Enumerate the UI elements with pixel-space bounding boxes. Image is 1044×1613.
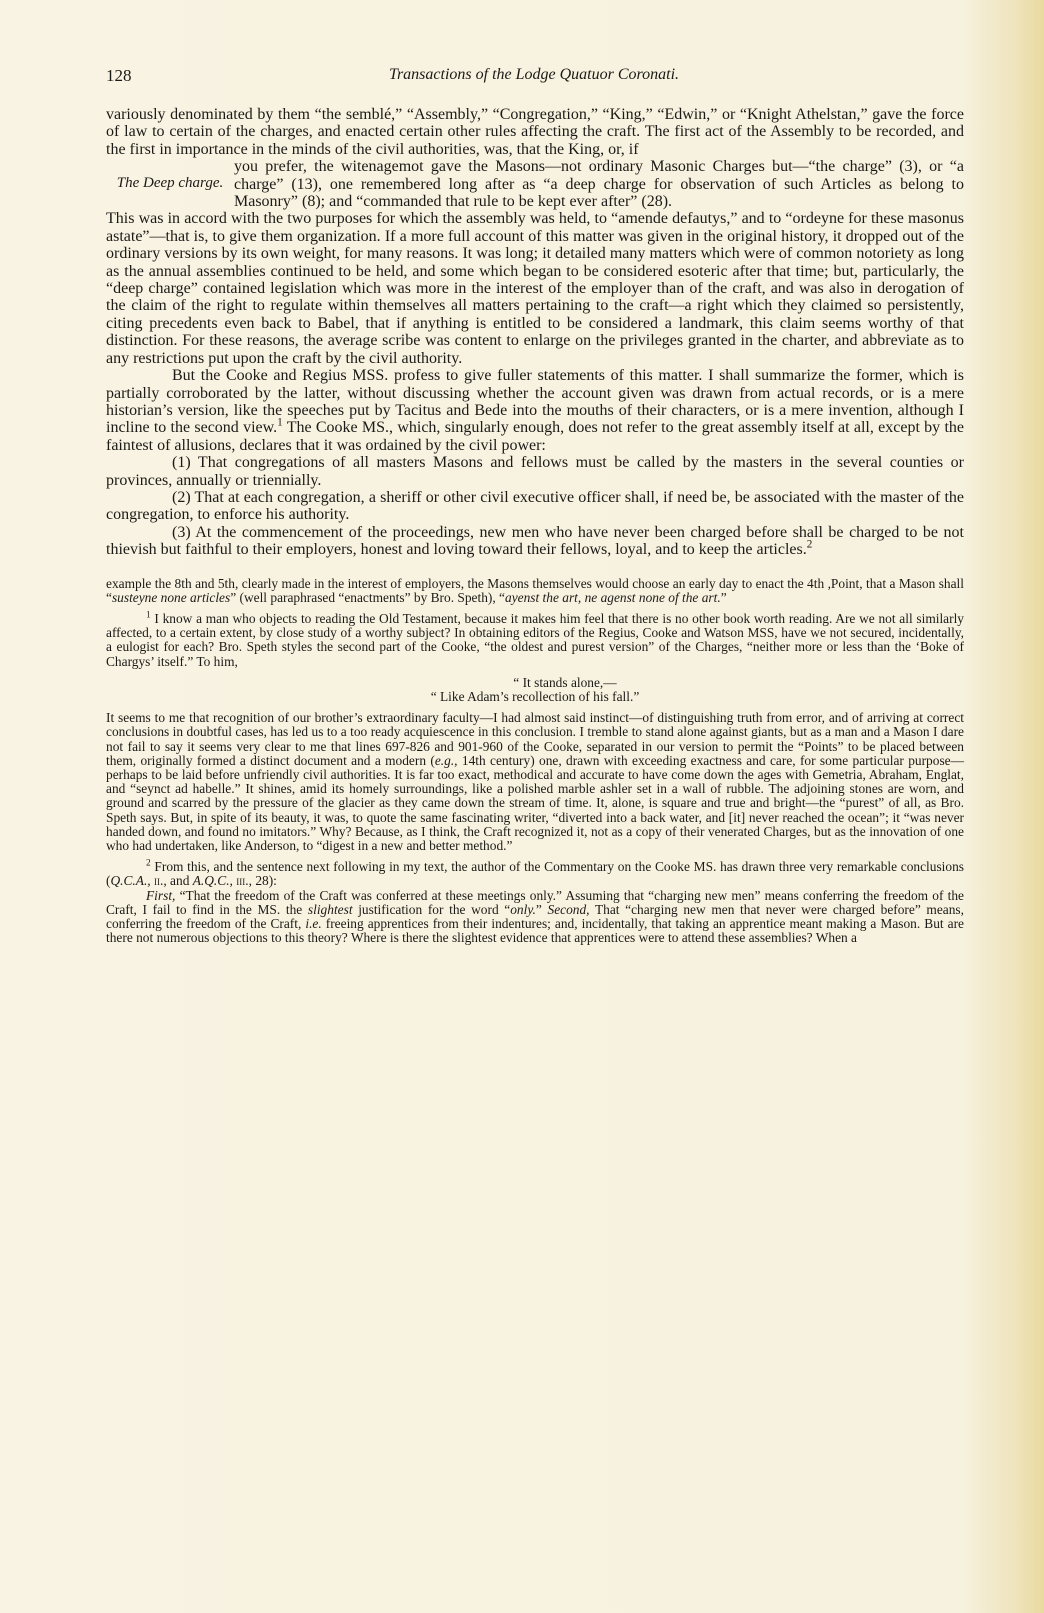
footnote-2-page: 28): [251,873,277,889]
footnote-ref-1[interactable]: 1 [277,416,283,429]
paragraph-2-tail: The Cooke MS., which, singularly enough, does not refer to the great assembly itself at all, except by the faintest of allusions, declares that it was ordained by the civil power: [106,419,964,454]
page-header [106,66,962,90]
footnote-1-cont-eg: e.g., [434,752,458,768]
footnote-2-and: and [166,873,193,889]
footnote-cont-quote: susteyne none articles [111,589,231,605]
footnote-1-text: I know a man who objects to reading the Old Testament, because it makes him feel that there is no other book worth reading. Are we not all similarly affected, to a certain extent, by close study of a worthy subject? In obtaining editors of the Regius, Cooke and Watson MSS, have we not secured, incidentally, a eulogist for each? Bro. Speth styles the second part of the Cooke, “the oldest and purest version” of the Charges, “neither more or less than the ‘Boke of Chargys’ itself.” To him, [106,610,964,669]
footnote-2-mark: 2 [146,858,151,869]
paragraph-1-side: you prefer, the witenagemot gave the Masons—not ordinary Masonic Charges but—“the charge” (3), or “a charge” (13), one remembered long after as “a deep charge for observation of such Articles as belong to Masonry” (8); and “commanded that rule to be kept ever after” (28). [234,158,964,211]
verse-line-1: “ It stands alone,— [513,674,617,690]
sidenote-block [106,158,964,210]
footnote-2-ref-1: Q.C.A., [110,873,151,889]
footnote-2 [106,860,964,888]
footnote-2-text: From this, and the sentence next following in my text, the author of the Commentary on the Cooke MS. has drawn three very remarkable conclusions ( [106,859,964,889]
footnote-2-points [106,889,964,946]
footnote-2-only: only. [510,901,536,917]
footnote-2-text-5: freeing apprentices from their indentures; and, incidentally, that taking an apprentice meant making a Mason. But are there not numerous objections to this theory? Where is there the slightest evidence that apprentices were to attend these assemblies? When a [106,916,964,946]
list-item-1: (1) That congregations of all masters Masons and fellows must be called by the masters in the several counties or provinces, annually or triennially. [106,454,964,489]
footnote-cont-close: ” [720,589,727,605]
footnote-1-cont-text-2: 14th century) one, drawn with exceeding exactness and care, for some particular purpose—perhaps to be laid before unfriendly civil authorities. It is far too exact, methodical and accurate to have come down the ages with Gemetria, Abraham, Englat, and “seynct ad habelle.” It shines, amid its homely surroundings, like a polished marble ashler set in a wall of rubble. The adjoining stones are worn, and ground and scarred by the pressure of the glacier as they came down the stream of time. It, alone, is square and true and bright—the “purest” of all, as Bro. Speth says. But, in spite of its beauty, it was, to quote the same fascinating writer, “diverted into a back water, and [it] never reached the ocean”; it “was never handed down, and found no imitators.” Why? Because, as I think, the Craft recognized it, not as a copy of their venerated Charges, but as the innovation of one who had undertaken, like Anderson, to “digest in a new and better method.” [106,752,964,854]
footnote-ref-2[interactable]: 2 [806,538,813,551]
list-item-3 [106,524,964,559]
running-title: Transactions of the Lodge Quatuor Coronati. [388,66,680,83]
footnote-2-first: First, [146,887,176,903]
list-item-2: (2) That at each congregation, a sheriff or other civil executive officer shall, if need be, be associated with the master of the congregation, to enforce his authority. [106,488,964,524]
verse-line-2: “ Like Adam’s recollection of his fall.” [430,688,640,704]
main-text [106,106,964,945]
paragraph-1-tail: This was in accord with the two purposes for which the assembly was held, to “amende defautys,” and to “ordeyne for these masonus astate”—that is, to give them organization. If a more full account of this matter was given in the original history, it dropped out of the ordinary versions by its own weight, for many reasons. It was long; it detailed many matters which were of common notoriety as long as the annual assemblies continued to be held, and some which began to be considered esoteric after that time; but, particularly, the “deep charge” contained legislation which was more in the interest of the employer than of the craft, and was also in derogation of the claim of the right to regulate within themselves all matters pertaining to the craft—a right which they claimed so persistently, citing precedents even back to Babel, that if anything is entitled to be considered a landmark, this claim seems worthy of that distinction. For these reasons, the average scribe was content to enlarge on the privileges granted in the charter, and abbreviate as to any restrictions put upon the craft by the civil authority. [106,210,964,367]
footnote-2-close: ” [535,901,548,917]
paragraph-2-text: But the Cooke and Regius MSS. profess to give fuller statements of this matter. I shall summarize the former, which is partially corroborated by the latter, without discussing whether the account given was drawn from actual records, or is a mere historian’s version, like the speeches put by Tacitus and Bede into the mouths of their characters, or is a mere invention, although I incline to the second view. [106,367,964,437]
footnote-2-ref-1-vol: ii., [150,873,167,889]
footnote-2-ie: i.e. [305,916,322,932]
footnote-1-continuation [106,711,964,853]
list-item-3-text: (3) At the commencement of the proceedings, new men who have never been charged before shall be charged to be not thievish but faithful to their employers, honest and loving toward their fellows, loyal, and to keep the articles. [106,523,964,559]
footnote-1-cont-text: It seems to me that recognition of our brother’s extraordinary faculty—I had almost said instinct—of distinguishing truth from error, and of arriving at correct conclusions in doubtful cases, has led us to a too ready acquiescence in this conclusion. I tremble to stand alone against giants, but as a man and a Mason I dare not fail to say it seems very clear to me that lines 697-826 and 901-960 of the Cooke, separated in our version to permit the “Points” to be placed between them, originally formed a distinct document and a modern ( [106,710,964,768]
footnote-separator [106,559,964,577]
footnote-2-ref-2-vol: iii., [232,873,252,889]
footnote-2-text-2: “That the freedom of the Craft was conferred at these meetings only.” Assuming that “charging new men” means conferring the freedom of the Craft, I fail to find in the MS. the [106,887,964,917]
footnote-continuation [106,577,964,605]
footnote-cont-text-2: ” (well paraphrased “enactments” by Bro. Speth), “ [230,589,505,605]
footnote-2-second: Second, [547,901,590,917]
page-number: 128 [106,66,132,85]
paragraph-1-lead: variously denominated by them “the semblé,” “Assembly,” “Congregation,” “King,” “Edwin,” or “Knight Athelstan,” gave the force of law to certain of the charges, and enacted certain other rules affecting the craft. The first act of the Assembly to be recorded, and the first in importance in the minds of the civil authorities, was, that the King, or, if [106,106,964,158]
margin-note: The Deep charge. [116,175,224,192]
footnote-2-ref-2: A.Q.C., [192,873,233,889]
footnote-2-text-3: justification for the word “ [352,901,511,917]
footnote-1 [106,612,964,669]
footnote-2-slightest: slightest [307,901,353,917]
footnote-2-text-4: That “charging new men that never were charged before” means, conferring the freedom of the Craft, [106,901,964,932]
paragraph-2 [106,367,964,454]
footnote-cont-quote-2: ayenst the art, ne agenst none of the art. [505,589,721,605]
footnote-cont-text: example the 8th and 5th, clearly made in the interest of employers, the Masons themselves would choose an early day to enact the 4th ,Point, that a Mason shall “ [106,575,964,605]
footnote-1-mark: 1 [146,610,151,621]
